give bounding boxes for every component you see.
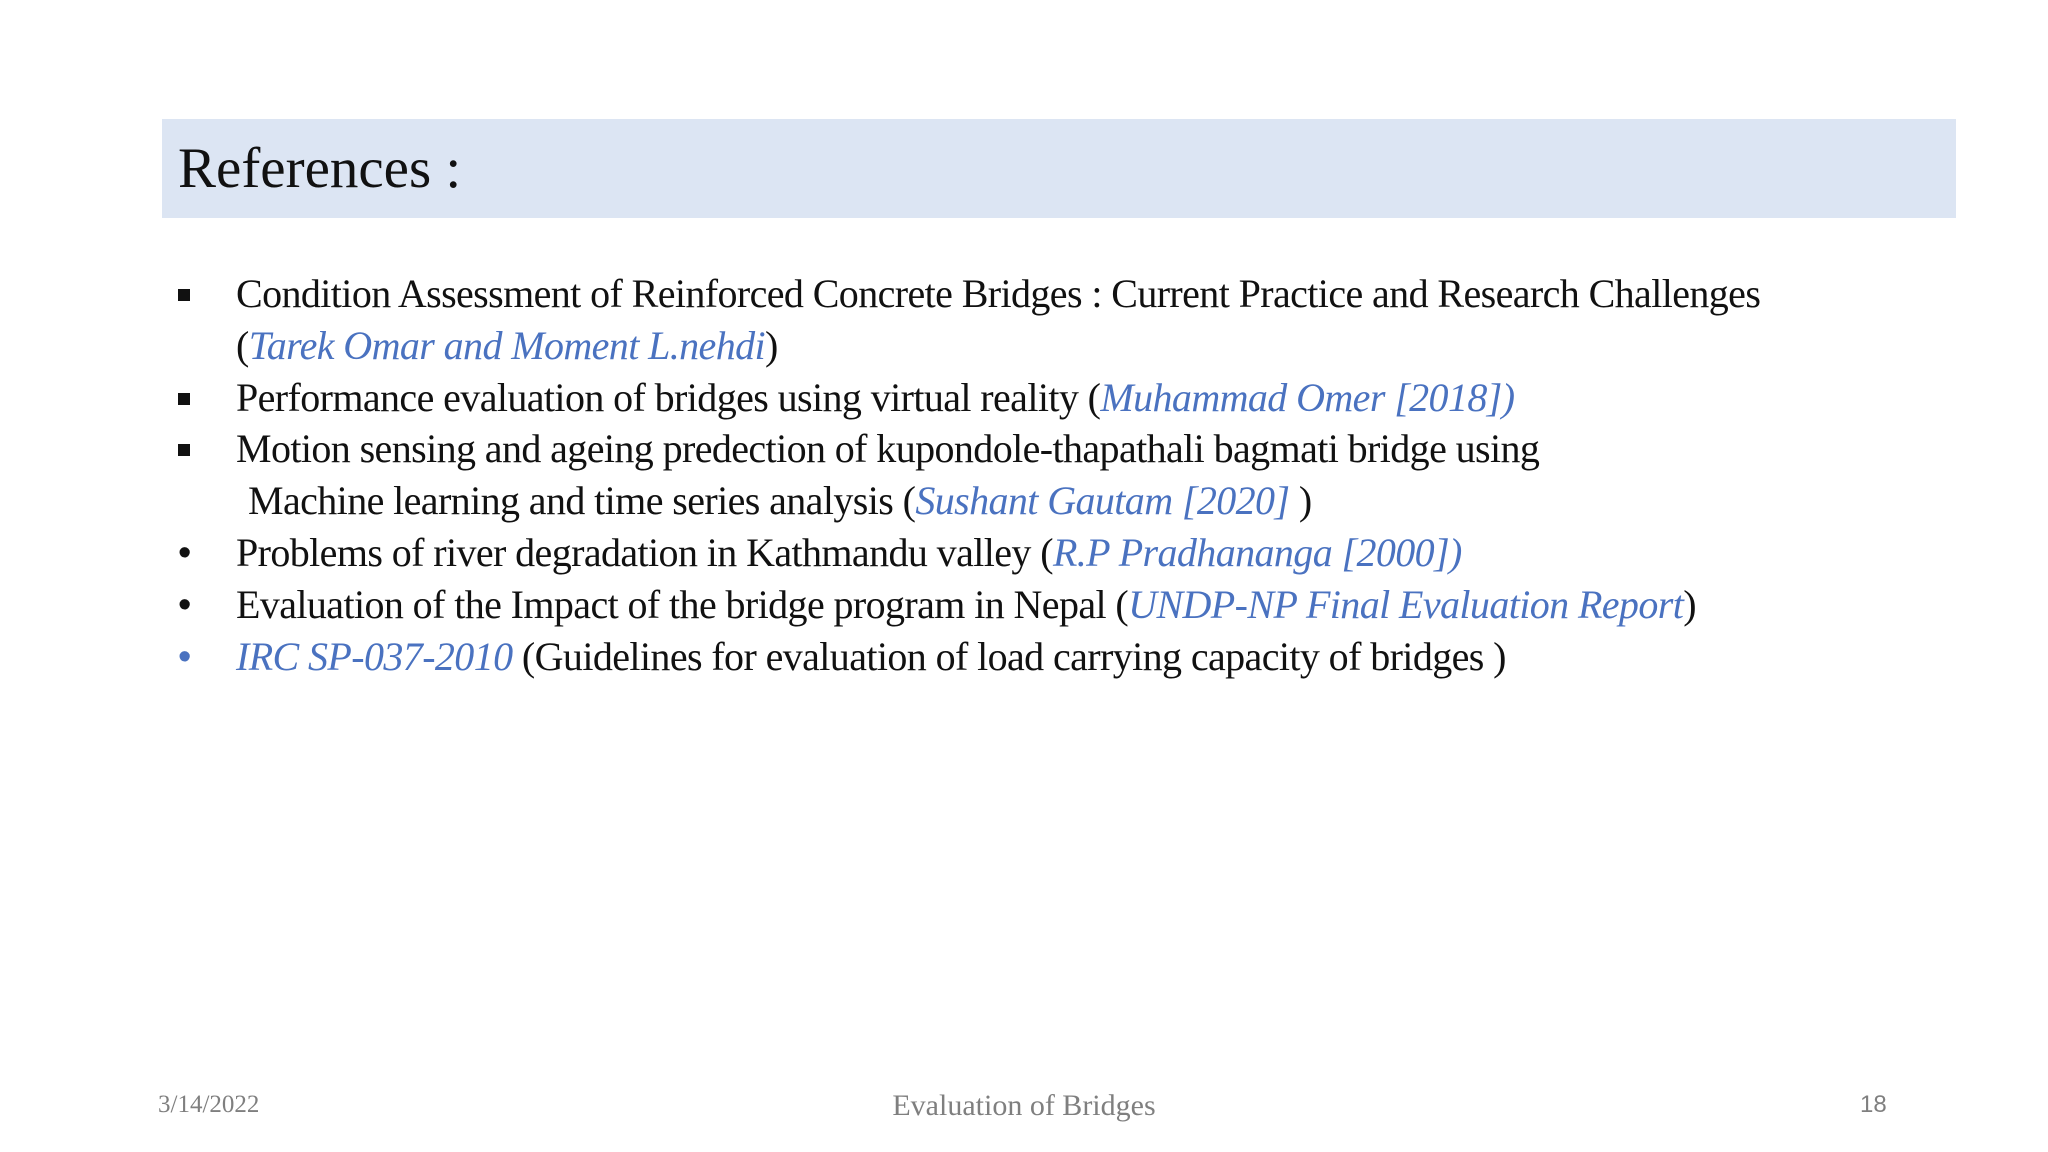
square-bullet-icon xyxy=(178,393,190,405)
reference-5: Evaluation of the Impact of the bridge program in Nepal (UNDP-NP Final Evaluation Report) xyxy=(236,582,1696,627)
reference-3-author: Sushant Gautam [2020] xyxy=(915,478,1299,523)
dot-bullet-icon: • xyxy=(178,584,192,626)
reference-5-author: UNDP-NP Final Evaluation Report xyxy=(1128,582,1684,627)
page-number: 18 xyxy=(1860,1091,1887,1118)
footer-date: 3/14/2022 xyxy=(158,1091,260,1118)
reference-3-line-2: Machine learning and time series analysis (Sushant Gautam [2020] ) xyxy=(248,478,1312,523)
reference-6-author: IRC SP-037-2010 xyxy=(236,634,513,679)
dot-bullet-icon: • xyxy=(178,532,192,574)
reference-2-author: Muhammad Omer [2018]) xyxy=(1100,375,1515,420)
reference-3-line-1: Motion sensing and ageing predection of kupondole-thapathali bagmati bridge using xyxy=(236,426,1540,471)
reference-1-author: Tarek Omar and Moment L.nehdi xyxy=(248,323,766,368)
slide-title: References : xyxy=(178,137,462,200)
square-bullet-icon xyxy=(178,444,190,456)
reference-1-line-1: Condition Assessment of Reinforced Concrete Bridges : Current Practice and Research Challenges xyxy=(236,271,1761,316)
reference-1-line-2: (Tarek Omar and Moment L.nehdi) xyxy=(236,323,778,368)
reference-2: Performance evaluation of bridges using virtual reality (Muhammad Omer [2018]) xyxy=(236,375,1515,420)
reference-6: IRC SP-037-2010 (Guidelines for evaluation of load carrying capacity of bridges ) xyxy=(236,634,1506,679)
footer-title: Evaluation of Bridges xyxy=(892,1089,1156,1122)
reference-4: Problems of river degradation in Kathmandu valley (R.P Pradhananga [2000]) xyxy=(236,530,1462,575)
square-bullet-icon xyxy=(178,289,190,301)
reference-4-author: R.P Pradhananga [2000]) xyxy=(1052,530,1462,575)
dot-bullet-icon: • xyxy=(178,636,192,678)
